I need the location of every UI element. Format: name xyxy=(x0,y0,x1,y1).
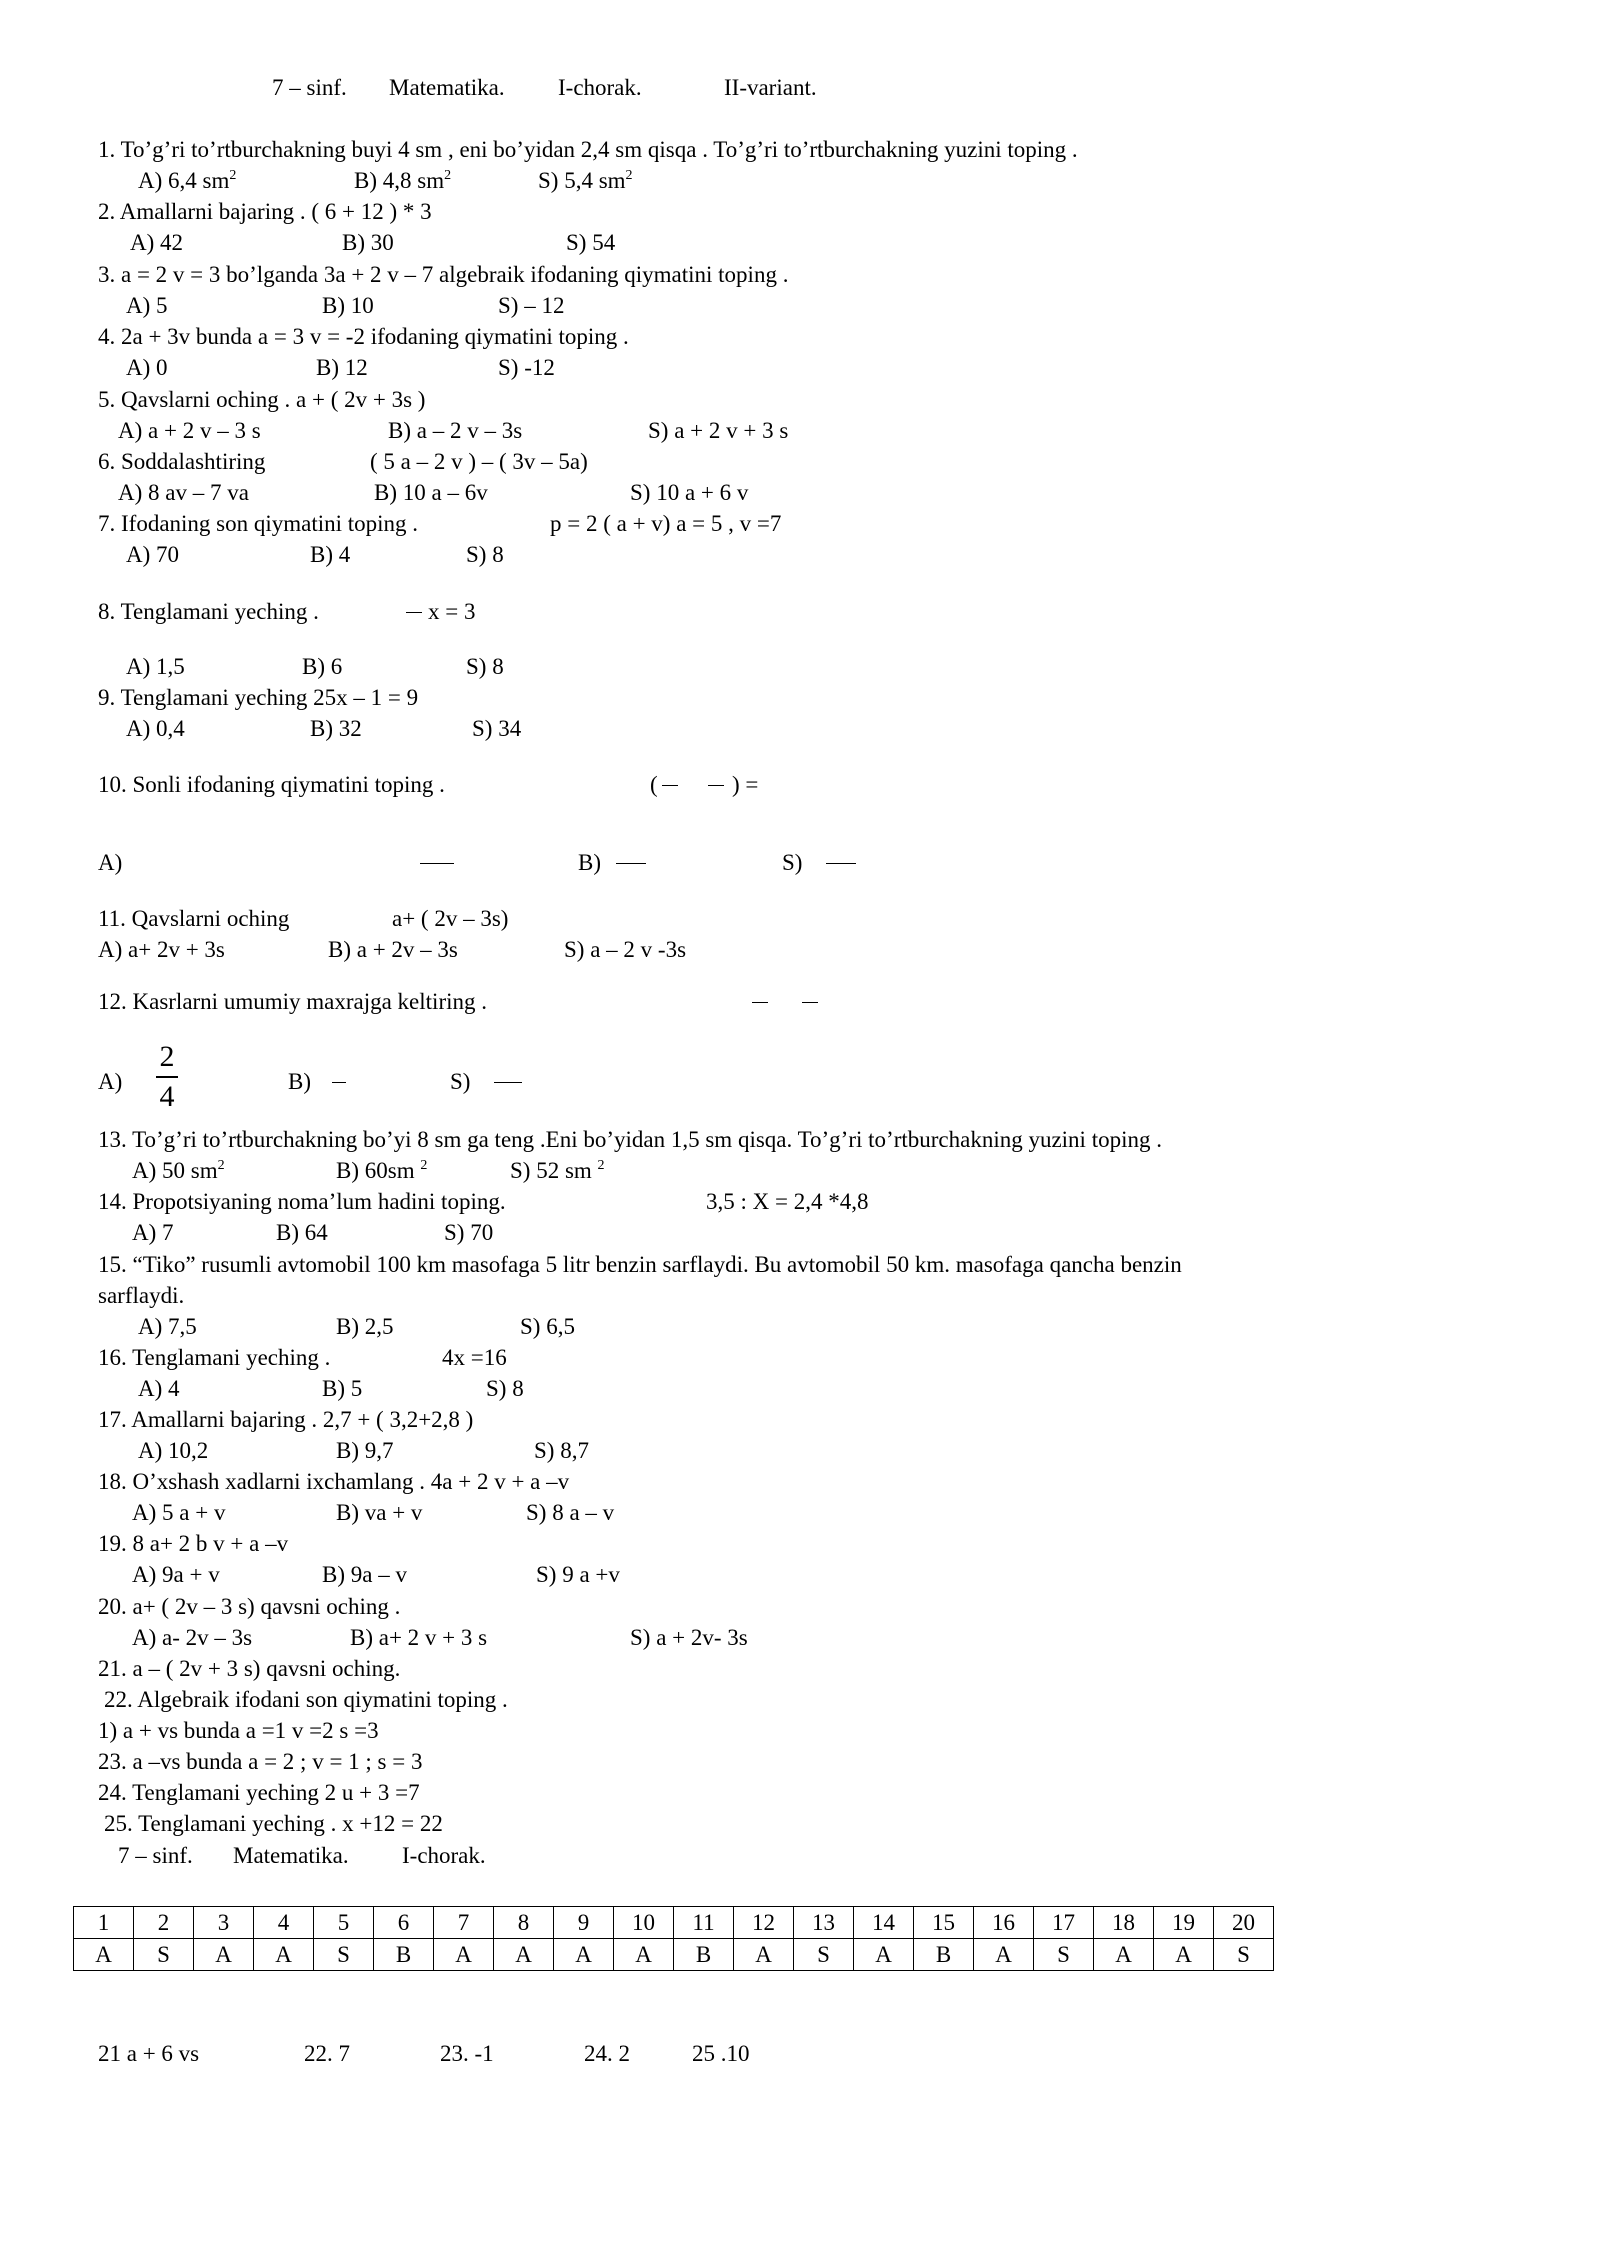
answer-key-answer: A xyxy=(614,1939,674,1971)
extra-answer-24: 24. 2 xyxy=(584,2041,630,2066)
answer-key-answer: S xyxy=(134,1939,194,1971)
option-b: B) 60sm $^2$ xyxy=(336,1158,428,1183)
question-2: 2. Amallarni bajaring . ( 6 + 12 ) * 3 xyxy=(98,199,432,224)
answer-key-answer: A xyxy=(194,1939,254,1971)
question-4-options xyxy=(126,354,555,382)
question-23: 23. a –vs bunda a = 2 ; v = 1 ; s = 3 xyxy=(98,1749,423,1774)
fraction-bar xyxy=(494,1082,522,1083)
option-b: B) 5 xyxy=(322,1376,363,1401)
option-a: A) 6,4 $sm^2$ xyxy=(138,168,237,193)
option-a: A) 7 xyxy=(132,1220,174,1245)
question-4: 4. 2a + 3v bunda a = 3 v = -2 ifodaning qiymatini toping . xyxy=(98,324,629,349)
option-c: S) 54 xyxy=(566,230,616,255)
option-c: S) a + 2 v + 3 s xyxy=(648,418,789,443)
answer-key-numbers-row xyxy=(74,1907,1274,1939)
answer-key-number: 18 xyxy=(1094,1907,1154,1939)
question-1-options xyxy=(138,167,633,195)
option-a: A) 1,5 xyxy=(126,654,185,679)
option-b: B) va + v xyxy=(336,1500,423,1525)
fraction-bar xyxy=(616,863,646,864)
question-13-options xyxy=(132,1157,605,1185)
option-c: S) a – 2 v -3s xyxy=(564,937,687,962)
question-7-expression: p = 2 ( a + v) a = 5 , v =7 xyxy=(550,511,782,536)
answer-key-answer: A xyxy=(434,1939,494,1971)
option-c: S) -12 xyxy=(498,355,555,380)
answer-key-number: 3 xyxy=(194,1907,254,1939)
option-b: B) a – 2 v – 3s xyxy=(388,418,523,443)
question-22: 22. Algebraik ifodani son qiymatini toping . xyxy=(104,1687,508,1712)
option-c: S) 10 a + 6 v xyxy=(630,480,749,505)
extra-answer-23: 23. -1 xyxy=(440,2041,494,2066)
answer-key-answer: S xyxy=(1214,1939,1274,1971)
question-11-expression: a+ ( 2v – 3s) xyxy=(392,906,509,931)
answer-key-answers-row xyxy=(74,1939,1274,1971)
question-24: 24. Tenglamani yeching 2 u + 3 =7 xyxy=(98,1780,420,1805)
option-c: S) 8 xyxy=(466,542,504,567)
fraction-bar xyxy=(420,863,454,864)
answer-key-answer: A xyxy=(1094,1939,1154,1971)
option-b: B) 32 xyxy=(310,716,362,741)
option-a: A) 10,2 xyxy=(138,1438,209,1463)
question-14: 14. Propotsiyaning noma’lum hadini toping. 3,5 : X = 2,4 *4,8 xyxy=(98,1189,869,1214)
answer-key-answer: B xyxy=(914,1939,974,1971)
option-c: S) xyxy=(782,850,803,875)
option-c: S) 9 a +v xyxy=(536,1562,620,1587)
option-b: B) a+ 2 v + 3 s xyxy=(350,1625,488,1650)
question-10-close-paren: ) = xyxy=(732,772,759,797)
question-3: 3. a = 2 v = 3 bo’lganda 3a + 2 v – 7 algebraik ifodaning qiymatini toping . xyxy=(98,262,789,287)
fraction-bar xyxy=(708,785,724,786)
option-b: B) a + 2v – 3s xyxy=(328,937,458,962)
header-grade: 7 – sinf. xyxy=(272,75,347,100)
option-b: B) 10 xyxy=(322,293,374,318)
option-c: S) 52 sm $^2$ xyxy=(510,1158,605,1183)
question-18: 18. O’xshash xadlarni ixchamlang . 4a + 2 v + a –v xyxy=(98,1469,570,1494)
option-c: S) 8 xyxy=(486,1376,524,1401)
question-10-options xyxy=(98,849,803,877)
answer-key-number: 11 xyxy=(674,1907,734,1939)
fraction-bar xyxy=(802,1002,818,1003)
answer-key-number: 12 xyxy=(734,1907,794,1939)
question-25: 25. Tenglamani yeching . x +12 = 22 xyxy=(104,1811,443,1836)
option-a: A) a+ 2v + 3s xyxy=(98,937,225,962)
option-c: S) 70 xyxy=(444,1220,494,1245)
option-b: B) 64 xyxy=(276,1220,328,1245)
question-18-options xyxy=(132,1499,615,1527)
question-2-options xyxy=(130,229,616,257)
answer-key-number: 15 xyxy=(914,1907,974,1939)
header-variant: II-variant. xyxy=(724,75,817,100)
question-6-expression: ( 5 a – 2 v ) – ( 3v – 5a) xyxy=(370,449,588,474)
answer-key-number: 4 xyxy=(254,1907,314,1939)
question-8: 8. Tenglamani yeching . x = 3 xyxy=(98,599,476,624)
option-a: A) 9a + v xyxy=(132,1562,220,1587)
option-c: S) 34 xyxy=(472,716,522,741)
question-19-options xyxy=(132,1561,620,1589)
header-subject: Matematika. xyxy=(389,75,505,100)
question-10-open-paren: ( xyxy=(650,772,658,797)
question-14-expression: 3,5 : X = 2,4 *4,8 xyxy=(706,1189,869,1214)
question-8-expression: x = 3 xyxy=(428,599,476,624)
question-15-continued: sarflaydi. xyxy=(98,1283,185,1308)
question-12-option-b: B) xyxy=(288,1068,311,1096)
question-14-options xyxy=(132,1219,494,1247)
question-13: 13. To’g’ri to’rtburchakning bo’yi 8 sm ga teng .Eni bo’yidan 1,5 sm qisqa. To’g’ri to’rtburchakning yuzini toping . xyxy=(98,1127,1162,1152)
question-22-sub: 1) a + vs bunda a =1 v =2 s =3 xyxy=(98,1718,379,1743)
question-5: 5. Qavslarni oching . a + ( 2v + 3s ) xyxy=(98,387,426,412)
answer-key-number: 9 xyxy=(554,1907,614,1939)
question-3-options xyxy=(126,292,565,320)
answer-key-answer: S xyxy=(794,1939,854,1971)
option-b: B) 30 xyxy=(342,230,394,255)
option-b: B) 10 a – 6v xyxy=(374,480,488,505)
option-a: A) 70 xyxy=(126,542,180,567)
page-header xyxy=(272,74,817,102)
extra-answer-21: 21 a + 6 vs xyxy=(98,2041,200,2066)
option-a: A) 50 $sm^2$ xyxy=(132,1158,225,1183)
answer-key-number: 1 xyxy=(74,1907,134,1939)
answer-section-header: 7 – sinf. Matematika. I-chorak. xyxy=(118,1843,486,1868)
question-7: 7. Ifodaning son qiymatini toping . p = 2 ( a + v) a = 5 , v =7 xyxy=(98,511,782,536)
question-20-options xyxy=(132,1624,748,1652)
fraction-bar xyxy=(826,863,856,864)
question-6-options xyxy=(118,479,749,507)
extra-answers xyxy=(98,2040,750,2068)
question-8-options xyxy=(126,653,504,681)
question-10: 10. Sonli ifodaning qiymatini toping . ( ) = xyxy=(98,772,759,797)
option-c: S) 8,7 xyxy=(534,1438,589,1463)
question-17: 17. Amallarni bajaring . 2,7 + ( 3,2+2,8 ) xyxy=(98,1407,474,1432)
answer-key-table xyxy=(73,1906,1274,1971)
answer-key-number: 10 xyxy=(614,1907,674,1939)
option-a: A) 5 xyxy=(126,293,168,318)
option-a: A) 8 av – 7 va xyxy=(118,480,249,505)
answer-key-answer: S xyxy=(1034,1939,1094,1971)
option-b: B) 4 xyxy=(310,542,351,567)
answer-key-answer: S xyxy=(314,1939,374,1971)
answer-key-answer: A xyxy=(974,1939,1034,1971)
option-c: S) 8 xyxy=(466,654,504,679)
question-12-option-c: S) xyxy=(450,1068,470,1096)
answer-key-number: 8 xyxy=(494,1907,554,1939)
extra-answer-22: 22. 7 xyxy=(304,2041,350,2066)
question-6: 6. Soddalashtiring ( 5 a – 2 v ) – ( 3v – 5a) xyxy=(98,449,588,474)
answer-key-answer: B xyxy=(374,1939,434,1971)
question-9: 9. Tenglamani yeching 25x – 1 = 9 xyxy=(98,685,419,710)
question-16-expression: 4x =16 xyxy=(442,1345,507,1370)
question-21: 21. a – ( 2v + 3 s) qavsni oching. xyxy=(98,1656,401,1681)
question-11-options xyxy=(98,936,687,964)
option-b: B) 12 xyxy=(316,355,368,380)
option-a: A) 4 xyxy=(138,1376,180,1401)
question-20: 20. a+ ( 2v – 3 s) qavsni oching . xyxy=(98,1594,401,1619)
option-c: S) a + 2v- 3s xyxy=(630,1625,748,1650)
answer-key-number: 14 xyxy=(854,1907,914,1939)
question-19: 19. 8 a+ 2 b v + a –v xyxy=(98,1531,289,1556)
option-c: S) – 12 xyxy=(498,293,565,318)
answer-key-answer: A xyxy=(854,1939,914,1971)
question-15-options xyxy=(138,1313,575,1341)
answer-key-number: 2 xyxy=(134,1907,194,1939)
question-12: 12. Kasrlarni umumiy maxrajga keltiring . xyxy=(98,988,487,1016)
option-c: S) 6,5 xyxy=(520,1314,575,1339)
option-c: S) 8 a – v xyxy=(526,1500,615,1525)
option-a: A) 0 xyxy=(126,355,168,380)
answer-key-answer: A xyxy=(254,1939,314,1971)
answer-key-answer: B xyxy=(674,1939,734,1971)
answer-key-number: 16 xyxy=(974,1907,1034,1939)
question-15: 15. “Tiko” rusumli avtomobil 100 km masofaga 5 litr benzin sarflaydi. Bu avtomobil 50 km. masofaga qancha benzin xyxy=(98,1252,1182,1277)
question-16: 16. Tenglamani yeching . 4x =16 xyxy=(98,1345,507,1370)
option-b: B) xyxy=(578,850,601,875)
fraction-bar xyxy=(752,1002,768,1003)
header-quarter: I-chorak. xyxy=(558,75,642,100)
answer-key-number: 7 xyxy=(434,1907,494,1939)
option-b: B) 2,5 xyxy=(336,1314,394,1339)
option-a: A) a + 2 v – 3 s xyxy=(118,418,261,443)
question-7-options xyxy=(126,541,504,569)
answer-key-number: 17 xyxy=(1034,1907,1094,1939)
option-b: B) 9a – v xyxy=(322,1562,407,1587)
answer-key-answer: A xyxy=(494,1939,554,1971)
answer-key-number: 20 xyxy=(1214,1907,1274,1939)
answer-key-answer: A xyxy=(1154,1939,1214,1971)
fraction-bar xyxy=(332,1082,346,1083)
option-a: A) 5 a + v xyxy=(132,1500,226,1525)
answer-key-number: 13 xyxy=(794,1907,854,1939)
answer-key-answer: A xyxy=(554,1939,614,1971)
fraction-bar xyxy=(406,612,422,613)
answer-key-number: 6 xyxy=(374,1907,434,1939)
option-c: S) 5,4 $sm^2$ xyxy=(538,168,633,193)
option-a: A) xyxy=(98,1069,123,1094)
question-12-options xyxy=(98,1068,122,1096)
option-a: A) 42 xyxy=(130,230,184,255)
option-a-fraction xyxy=(156,1040,178,1114)
option-a: A) a- 2v – 3s xyxy=(132,1625,253,1650)
fraction-numerator: 2 xyxy=(159,1040,175,1073)
question-9-options xyxy=(126,715,522,743)
option-a: A) xyxy=(98,850,123,875)
answer-key-number: 19 xyxy=(1154,1907,1214,1939)
fraction-bar xyxy=(662,785,678,786)
extra-answer-25: 25 .10 xyxy=(692,2041,750,2066)
question-16-options xyxy=(138,1375,524,1403)
question-11: 11. Qavslarni oching a+ ( 2v – 3s) xyxy=(98,906,509,931)
question-1: 1. To’g’ri to’rtburchakning buyi 4 sm , eni bo’yidan 2,4 sm qisqa . To’g’ri to’rtburchakning yuzini toping . xyxy=(98,137,1078,162)
answer-key-number: 5 xyxy=(314,1907,374,1939)
option-b: B) 6 xyxy=(302,654,343,679)
option-b: B) 9,7 xyxy=(336,1438,394,1463)
answer-key-answer: A xyxy=(74,1939,134,1971)
question-5-options xyxy=(118,417,789,445)
option-a: A) 7,5 xyxy=(138,1314,197,1339)
option-b: B) 4,8 $sm^2$ xyxy=(354,168,452,193)
question-17-options xyxy=(138,1437,589,1465)
fraction-denominator: 4 xyxy=(159,1080,175,1113)
option-a: A) 0,4 xyxy=(126,716,185,741)
answer-key-answer: A xyxy=(734,1939,794,1971)
